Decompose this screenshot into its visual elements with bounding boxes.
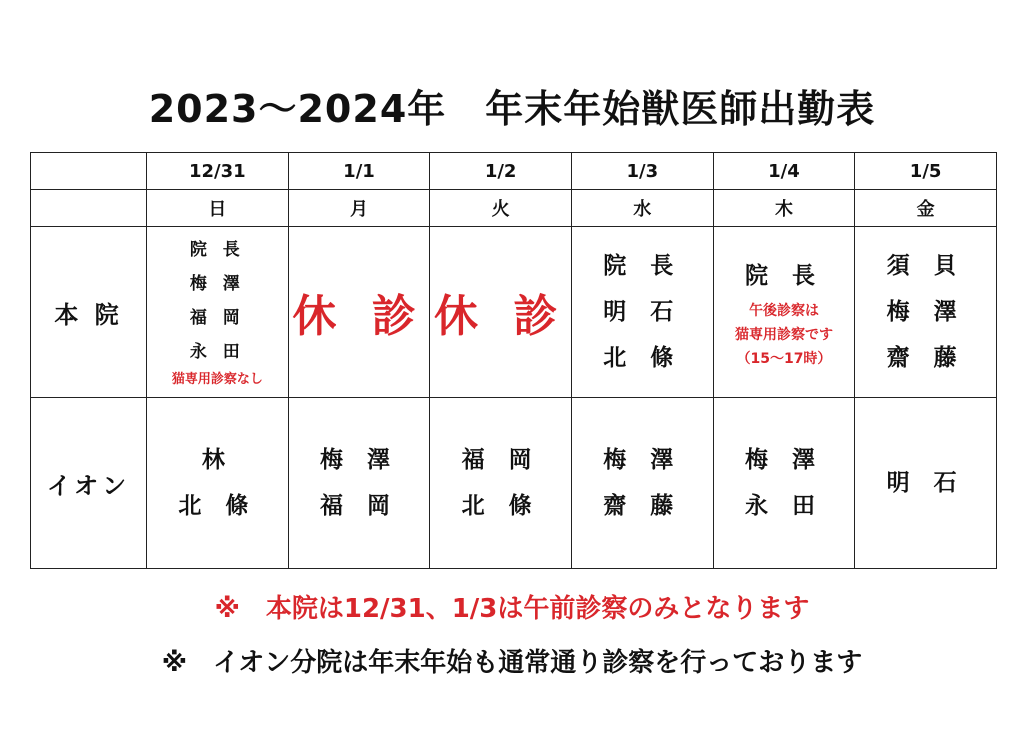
footnote-main-clinic: ※ 本院は12/31、1/3は午前診察のみとなります [214,594,810,624]
date-cell: 1/2 [430,153,572,190]
date-cell: 1/5 [855,153,997,190]
vet-name: 永 田 [744,493,823,519]
vet-name: 院 長 [189,240,245,260]
schedule-cell [855,227,997,398]
vet-name: 梅 澤 [319,447,398,473]
schedule-cell [288,227,430,398]
schedule-cell [288,398,430,569]
weekday-cell: 水 [571,190,713,227]
schedule-cell [430,227,572,398]
schedule-cell [713,227,855,398]
cell-note: 午後診察は [748,303,819,319]
schedule-cell [571,398,713,569]
weekday-row [31,190,997,227]
vet-name: 明 石 [603,299,682,325]
footnote-aeon-branch: ※ イオン分院は年末年始も通常通り診察を行っております [161,648,863,678]
weekday-cell: 木 [713,190,855,227]
schedule-cell [855,398,997,569]
vet-name: 北 條 [178,493,257,519]
weekday-cell: 月 [288,190,430,227]
date-cell: 12/31 [147,153,289,190]
aeon-branch-label: イオン [31,398,147,569]
date-cell: 1/4 [713,153,855,190]
vet-name: 齋 藤 [603,493,682,519]
vet-name: 永 田 [189,342,245,362]
vet-name: 梅 澤 [603,447,682,473]
vet-name: 林 [201,447,233,473]
aeon-branch-row [31,398,997,569]
page-title: 2023〜2024年 年末年始獣医師出勤表 [148,87,876,131]
main-clinic-label: 本 院 [31,227,147,398]
vet-name: 福 岡 [319,493,398,519]
schedule-cell [571,227,713,398]
vet-name: 院 長 [603,253,682,279]
weekday-cell: 日 [147,190,289,227]
schedule-table [30,152,997,569]
schedule-cell [713,398,855,569]
closed-label: 休 診 [292,291,426,342]
vet-name: 明 石 [886,470,965,496]
vet-name: 福 岡 [189,308,245,328]
vet-name: 梅 澤 [744,447,823,473]
date-cell: 1/1 [288,153,430,190]
vet-name: 院 長 [744,263,823,289]
vet-name: 福 岡 [461,447,540,473]
schedule-cell [147,227,289,398]
main-clinic-row [31,227,997,398]
vet-name: 梅 澤 [189,274,245,294]
weekday-cell: 金 [855,190,997,227]
cell-note: 猫専用診察です [734,327,833,343]
corner-cell [31,190,147,227]
cell-note: 猫専用診察なし [171,372,263,387]
schedule-cell [147,398,289,569]
closed-label: 休 診 [433,291,568,342]
vet-name: 北 條 [461,493,540,519]
vet-name: 北 條 [603,345,682,371]
date-row [31,153,997,190]
vet-name: 梅 澤 [886,299,965,325]
corner-cell [31,153,147,190]
date-cell: 1/3 [571,153,713,190]
vet-name: 須 貝 [886,253,965,279]
weekday-cell: 火 [430,190,572,227]
vet-name: 齋 藤 [886,345,965,371]
schedule-cell [430,398,572,569]
cell-note: （15〜17時） [736,351,832,367]
